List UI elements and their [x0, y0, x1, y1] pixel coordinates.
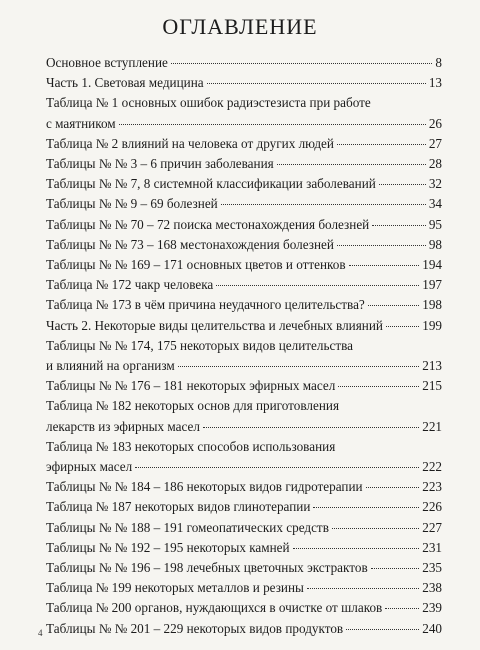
- toc-entry-page: 13: [428, 75, 442, 91]
- toc-entry: [46, 154, 442, 174]
- toc-entry-line: [46, 558, 442, 578]
- toc-entry: [46, 73, 442, 93]
- toc-entry-page: 8: [435, 55, 442, 70]
- toc-entry-first-line: Таблицы № № 174, 175 некоторых видов целительства: [46, 337, 354, 353]
- toc-entry-title: Таблицы № № 70 – 72 поиска местонахождения болезней: [46, 216, 370, 232]
- toc-entry-line: [46, 457, 442, 477]
- toc-entry-title: Таблицы № № 188 – 191 гомеопатических средств: [46, 519, 329, 535]
- table-of-contents: [46, 53, 442, 639]
- dot-leader: [332, 528, 419, 529]
- toc-entry: [46, 134, 442, 154]
- toc-entry: [46, 194, 442, 214]
- toc-entry-page: 28: [428, 156, 442, 172]
- toc-entry-title: Часть 2. Некоторые виды целительства и лечебных влияний: [46, 317, 383, 333]
- toc-entry-line: [46, 356, 442, 376]
- toc-entry-page: 215: [422, 378, 442, 394]
- dot-leader: [203, 427, 419, 428]
- toc-entry-title: Таблица № 200 органов, нуждающихся в очистке от шлаков: [46, 600, 383, 616]
- toc-entry-line: [46, 235, 442, 255]
- toc-entry-title: эфирных масел: [46, 459, 133, 475]
- dot-leader: [372, 225, 426, 226]
- toc-entry-page: 32: [428, 176, 442, 192]
- dot-leader: [368, 305, 419, 306]
- toc-entry-line: [46, 417, 442, 437]
- toc-entry-line: [46, 477, 442, 497]
- toc-entry-line: [46, 518, 442, 538]
- toc-entry-page: 27: [428, 135, 442, 151]
- dot-leader: [366, 487, 420, 488]
- dot-leader: [313, 507, 419, 508]
- toc-entry-page: 98: [428, 236, 442, 252]
- dot-leader: [171, 63, 433, 64]
- dot-leader: [379, 184, 426, 185]
- toc-entry: [46, 174, 442, 194]
- dot-leader: [119, 124, 426, 125]
- toc-entry-line: [46, 215, 442, 235]
- dot-leader: [216, 285, 419, 286]
- toc-entry: [46, 93, 442, 133]
- dot-leader: [277, 164, 426, 165]
- page-number: 4: [38, 628, 43, 638]
- toc-entry-line: [46, 154, 442, 174]
- toc-entry-title: лекарств из эфирных масел: [46, 418, 200, 434]
- dot-leader: [207, 83, 426, 84]
- toc-entry-page: 198: [422, 297, 442, 313]
- toc-entry-title: Таблицы № № 9 – 69 болезней: [46, 196, 218, 212]
- toc-entry: [46, 295, 442, 315]
- dot-leader: [221, 204, 426, 205]
- toc-entry-title: Таблица № 2 влияний на человека от других людей: [46, 135, 334, 151]
- toc-entry-line: [46, 497, 442, 517]
- toc-entry-line: [46, 619, 442, 639]
- toc-entry-title: Таблица № 173 в чём причина неудачного целительства?: [46, 297, 365, 313]
- dot-leader: [349, 265, 420, 266]
- toc-entry-page: 197: [422, 277, 442, 293]
- toc-entry-line: [46, 73, 442, 93]
- toc-entry-page: 194: [422, 257, 442, 273]
- toc-entry-title: Основное вступление: [46, 55, 168, 70]
- toc-entry-line: [46, 376, 442, 396]
- toc-entry-title: Таблицы № № 201 – 229 некоторых видов продуктов: [46, 620, 344, 636]
- toc-entry-line: [46, 134, 442, 154]
- toc-entry-line: [46, 598, 442, 618]
- toc-entry: [46, 336, 442, 376]
- toc-entry-first-line: Таблица № 182 некоторых основ для приготовления: [46, 398, 340, 414]
- toc-entry-line: [46, 275, 442, 295]
- toc-entry-page: 199: [422, 317, 442, 333]
- toc-entry: [46, 497, 442, 517]
- toc-entry: [46, 53, 442, 73]
- toc-entry-title: Таблицы № № 176 – 181 некоторых эфирных масел: [46, 378, 336, 394]
- toc-entry: [46, 215, 442, 235]
- toc-entry: [46, 396, 442, 436]
- toc-entry-title: Таблица № 172 чакр человека: [46, 277, 214, 293]
- toc-entry: [46, 598, 442, 618]
- toc-entry: [46, 235, 442, 255]
- toc-entry: [46, 275, 442, 295]
- toc-entry-page: 235: [422, 560, 442, 576]
- toc-entry: [46, 518, 442, 538]
- toc-entry-title: Таблицы № № 192 – 195 некоторых камней: [46, 539, 290, 555]
- toc-entry-title: Таблицы № № 169 – 171 основных цветов и оттенков: [46, 257, 346, 273]
- dot-leader: [337, 245, 426, 246]
- toc-entry-line: [46, 53, 442, 73]
- dot-leader: [371, 568, 420, 569]
- toc-entry-page: 34: [428, 196, 442, 212]
- toc-entry: [46, 437, 442, 477]
- toc-entry-line: [46, 578, 442, 598]
- toc-entry: [46, 376, 442, 396]
- toc-entry-page: 227: [422, 519, 442, 535]
- dot-leader: [337, 144, 426, 145]
- toc-entry-title: Таблица № 199 некоторых металлов и резины: [46, 580, 304, 596]
- toc-entry: [46, 255, 442, 275]
- toc-entry-title: и влияний на организм: [46, 358, 175, 374]
- toc-entry-line: [46, 538, 442, 558]
- toc-entry-page: 26: [428, 115, 442, 131]
- toc-entry-first-line: Таблица № 183 некоторых способов использования: [46, 438, 336, 454]
- toc-entry-page: 239: [422, 600, 442, 616]
- toc-entry-title: Часть 1. Световая медицина: [46, 75, 204, 91]
- toc-entry: [46, 477, 442, 497]
- toc-entry-line: [46, 295, 442, 315]
- toc-entry-first-line: Таблица № 1 основных ошибок радиэстезиста при работе: [46, 95, 371, 111]
- toc-entry: [46, 538, 442, 558]
- dot-leader: [178, 366, 419, 367]
- toc-entry-line: [46, 316, 442, 336]
- toc-entry-page: 213: [422, 358, 442, 374]
- toc-entry-line: [46, 114, 442, 134]
- dot-leader: [338, 386, 419, 387]
- toc-entry-page: 231: [422, 539, 442, 555]
- toc-entry-title: Таблицы № № 184 – 186 некоторых видов гидротерапии: [46, 479, 363, 495]
- toc-entry-page: 95: [428, 216, 442, 232]
- toc-entry: [46, 619, 442, 639]
- toc-entry: [46, 578, 442, 598]
- toc-entry-line: [46, 174, 442, 194]
- dot-leader: [293, 548, 420, 549]
- toc-entry-line: [46, 255, 442, 275]
- toc-entry-page: 238: [422, 580, 442, 596]
- dot-leader: [385, 608, 419, 609]
- toc-entry-page: 221: [422, 418, 442, 434]
- toc-entry-page: 222: [422, 459, 442, 475]
- toc-entry-title: Таблицы № № 73 – 168 местонахождения болезней: [46, 236, 334, 252]
- toc-entry-title: Таблицы № № 7, 8 системной классификации заболеваний: [46, 176, 376, 192]
- toc-entry-title: Таблица № 187 некоторых видов глинотерапии: [46, 499, 311, 515]
- toc-entry-title: Таблицы № № 196 – 198 лечебных цветочных экстрактов: [46, 560, 368, 576]
- toc-entry-page: 226: [422, 499, 442, 515]
- dot-leader: [307, 588, 419, 589]
- dot-leader: [135, 467, 419, 468]
- toc-entry-title: с маятником: [46, 115, 116, 131]
- dot-leader: [346, 629, 419, 630]
- toc-entry-page: 223: [422, 479, 442, 495]
- dot-leader: [386, 326, 419, 327]
- toc-entry: [46, 316, 442, 336]
- toc-entry: [46, 558, 442, 578]
- toc-entry-line: [46, 194, 442, 214]
- toc-entry-page: 240: [422, 620, 442, 636]
- toc-entry-title: Таблицы № № 3 – 6 причин заболевания: [46, 156, 274, 172]
- page-title: ОГЛАВЛЕНИЕ: [162, 14, 318, 39]
